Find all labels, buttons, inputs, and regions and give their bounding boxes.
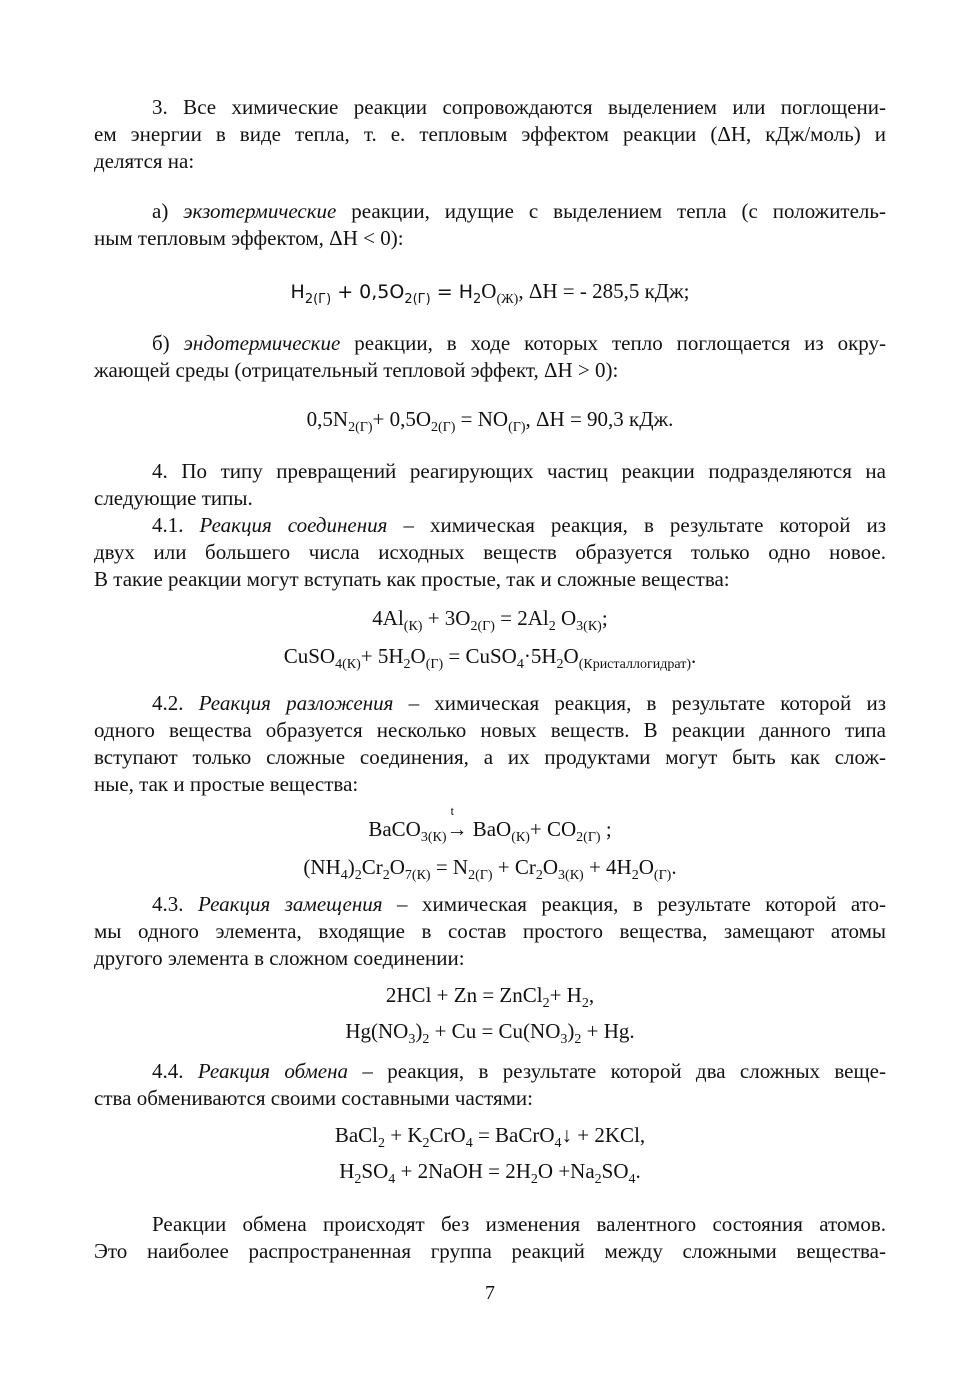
equation-exchange-2 bbox=[94, 1156, 886, 1186]
formula-text: . bbox=[635, 1159, 641, 1183]
subscript: 2 bbox=[574, 1032, 582, 1047]
subscript: 2 bbox=[556, 657, 564, 672]
subscript: 2(Г) bbox=[470, 619, 495, 634]
subscript: (Г) bbox=[653, 868, 672, 883]
text-run: – реакция, в результате которой два сложных веще- bbox=[348, 1059, 886, 1083]
subscript: 2(Г) bbox=[431, 420, 456, 435]
formula-text: , ΔН = 90,3 кДж. bbox=[525, 407, 674, 431]
subscript: 3(К) bbox=[420, 830, 447, 845]
subscript: 3 bbox=[408, 1032, 416, 1047]
text-run: 4.1. bbox=[152, 513, 200, 537]
subscript: (Г) bbox=[508, 420, 526, 435]
formula-text: , ΔН = - 285,5 кДж; bbox=[518, 279, 690, 303]
text-line: ем энергии в виде тепла, т. е. тепловым эффектом реакции (ΔН, кДж/моль) и bbox=[94, 122, 886, 146]
formula-text: O bbox=[481, 279, 497, 303]
formula-text: = NO bbox=[455, 407, 509, 431]
subscript: 2 bbox=[382, 868, 390, 883]
paragraph-4 bbox=[94, 458, 886, 512]
equation-decomposition-1 bbox=[94, 803, 886, 845]
formula-text: = bbox=[430, 281, 459, 303]
text-run: 4.3. bbox=[152, 892, 199, 916]
term-exothermic: экзотермические bbox=[183, 199, 337, 223]
equation-substitution-1 bbox=[94, 980, 886, 1010]
formula-text: + H bbox=[549, 983, 582, 1007]
paragraph-4-1 bbox=[94, 512, 886, 593]
formula-text: + Hg. bbox=[581, 1019, 635, 1043]
text-line: жающей среды (отрицательный тепловой эффект, ΔН > 0): bbox=[94, 358, 619, 382]
formula-text: . bbox=[671, 855, 677, 879]
subscript: (Кристаллогидрат) bbox=[578, 657, 691, 672]
formula-text: CuSO bbox=[283, 644, 336, 668]
paragraph-3 bbox=[94, 94, 886, 175]
formula-text: Hg(NO bbox=[345, 1019, 409, 1043]
formula-text: CrO bbox=[429, 1123, 466, 1147]
formula-text: + 3O bbox=[422, 606, 471, 630]
term-endothermic: эндотермические bbox=[183, 331, 341, 355]
subscript: 2 bbox=[581, 996, 589, 1011]
subscript: 2(Г) bbox=[576, 830, 601, 845]
subscript: 2 bbox=[542, 996, 550, 1011]
text-line: Реакции обмена происходят без изменения валентного состояния атомов. bbox=[152, 1212, 886, 1236]
formula-text: ) bbox=[415, 1019, 423, 1043]
subscript: 4(К) bbox=[335, 657, 361, 672]
formula-text: = N bbox=[430, 855, 469, 879]
subscript: 4 bbox=[516, 657, 524, 672]
equation-exothermic bbox=[94, 276, 886, 307]
text-line: ным тепловым эффектом, ΔН < 0): bbox=[94, 226, 404, 250]
text-line: В такие реакции могут вступать как простые, так и сложные вещества: bbox=[94, 567, 730, 591]
formula-text: + 2NaOH = 2H bbox=[395, 1159, 531, 1183]
formula-text: + 5H bbox=[360, 644, 404, 668]
formula-text: O bbox=[563, 644, 579, 668]
text-line: мы одного элемента, входящие в состав простого вещества, замещают атомы bbox=[94, 919, 886, 943]
formula-text: H bbox=[290, 281, 305, 303]
subscript: 2 bbox=[548, 619, 556, 634]
formula-text: ) bbox=[347, 855, 355, 879]
formula-text: + 0,5O bbox=[372, 407, 431, 431]
formula-text: O bbox=[638, 855, 654, 879]
text-line: другого элемента в сложном соединении: bbox=[94, 946, 465, 970]
reaction-arrow-icon bbox=[446, 803, 468, 844]
subscript: 4 bbox=[465, 1136, 473, 1151]
equation-substitution-2 bbox=[94, 1016, 886, 1046]
paragraph-4-3 bbox=[94, 891, 886, 972]
subscript: 4 bbox=[628, 1172, 636, 1187]
formula-text: + 4H bbox=[583, 855, 632, 879]
subscript: (Ж) bbox=[496, 292, 519, 307]
subscript: 3 bbox=[560, 1032, 568, 1047]
subscript: 2 bbox=[422, 1136, 430, 1151]
text-run: а) bbox=[152, 199, 184, 223]
subscript: 2(Г) bbox=[304, 292, 332, 307]
subscript: 2(Г) bbox=[404, 292, 431, 307]
text-run: 4.2. bbox=[152, 691, 199, 715]
subscript: 4 bbox=[340, 868, 348, 883]
paragraph-b-endothermic bbox=[94, 330, 886, 384]
subscript: 2 bbox=[530, 1172, 538, 1187]
paragraph-a-exothermic bbox=[94, 198, 886, 252]
formula-text: + 0,5O bbox=[331, 281, 405, 303]
text-run: реакции, в ходе которых тепло поглощается из окру- bbox=[340, 331, 887, 355]
text-line: следующие типы. bbox=[94, 486, 253, 510]
term-combination: Реакция соединения bbox=[199, 513, 388, 537]
paragraph-4-2 bbox=[94, 690, 886, 798]
formula-text: H bbox=[458, 281, 473, 303]
page-number: 7 bbox=[485, 1282, 495, 1304]
formula-text: 0,5N bbox=[306, 407, 349, 431]
equation-decomposition-2 bbox=[94, 852, 886, 882]
text-line: 4. По типу превращений реагирующих частиц реакции подразделяются на bbox=[152, 459, 886, 483]
text-line bbox=[94, 512, 886, 539]
formula-text: ; bbox=[601, 606, 608, 630]
subscript: 2 bbox=[594, 1172, 602, 1187]
formula-text: + Cu = Cu(NO bbox=[429, 1019, 561, 1043]
text-run: б) bbox=[152, 331, 184, 355]
text-line: одного вещества образуется несколько новых веществ. В реакции данного типа bbox=[94, 718, 886, 742]
term-decomposition: Реакция разложения bbox=[198, 691, 394, 715]
formula-text: = CuSO bbox=[443, 644, 517, 668]
formula-text: + CO bbox=[529, 817, 577, 841]
subscript: 2 bbox=[422, 1032, 430, 1047]
arrow-glyph: → bbox=[446, 817, 468, 841]
formula-text: Cr bbox=[361, 855, 383, 879]
formula-text: (NH bbox=[303, 855, 341, 879]
text-line bbox=[94, 198, 886, 225]
formula-text: + K bbox=[385, 1123, 423, 1147]
formula-text: 2HCl + Zn = ZnCl bbox=[385, 983, 543, 1007]
formula-text: BaCO bbox=[368, 817, 421, 841]
subscript: 2 bbox=[631, 868, 639, 883]
formula-text: BaCl bbox=[334, 1123, 379, 1147]
equation-exchange-1 bbox=[94, 1120, 886, 1150]
formula-text: ↓ + 2KCl, bbox=[561, 1123, 646, 1147]
formula-text: SO bbox=[601, 1159, 629, 1183]
formula-text: BaO bbox=[467, 817, 512, 841]
subscript: 2 bbox=[354, 1172, 362, 1187]
subscript: 2 bbox=[403, 657, 411, 672]
subscript: 2 bbox=[535, 868, 543, 883]
subscript: (К) bbox=[511, 830, 530, 845]
formula-part bbox=[290, 281, 482, 307]
subscript: 2 bbox=[378, 1136, 386, 1151]
text-line: 3. Все химические реакции сопровождаются выделением или поглощени- bbox=[152, 95, 886, 119]
subscript: 2 bbox=[354, 868, 362, 883]
text-line bbox=[94, 330, 886, 357]
paragraph-4-4 bbox=[94, 1058, 886, 1112]
subscript: 3(К) bbox=[558, 868, 584, 883]
formula-text: + Cr bbox=[492, 855, 536, 879]
text-run: – химическая реакция, в результате которой ато- bbox=[382, 892, 886, 916]
term-substitution: Реакция замещения bbox=[198, 892, 383, 916]
subscript: 4 bbox=[388, 1172, 396, 1187]
formula-text: 4Al bbox=[372, 606, 404, 630]
text-line: Это наиболее распространенная группа реакций между сложными вещества- bbox=[94, 1239, 886, 1263]
text-line: двух или большего числа исходных веществ образуется только одно новое. bbox=[94, 540, 886, 564]
formula-text: SO bbox=[361, 1159, 389, 1183]
subscript: (К) bbox=[403, 619, 423, 634]
text-run: 4.4. bbox=[152, 1059, 198, 1083]
subscript: 2 bbox=[472, 292, 482, 307]
temperature-label: t bbox=[450, 803, 455, 818]
term-exchange: Реакция обмена bbox=[197, 1059, 349, 1083]
subscript: 4 bbox=[554, 1136, 562, 1151]
formula-text: H bbox=[339, 1159, 355, 1183]
subscript: (Г) bbox=[425, 657, 444, 672]
formula-text: . bbox=[690, 644, 697, 668]
formula-text: O bbox=[542, 855, 559, 879]
formula-text: , bbox=[588, 983, 595, 1007]
text-line bbox=[94, 1058, 886, 1085]
subscript: 3(К) bbox=[576, 619, 602, 634]
text-run: – химическая реакция, в результате которой из bbox=[387, 513, 887, 537]
subscript: 7(К) bbox=[404, 868, 431, 883]
formula-text: O bbox=[410, 644, 426, 668]
text-line: ства обмениваются своими составными частями: bbox=[94, 1086, 534, 1110]
text-run: реакции, идущие с выделением тепла (с положитель- bbox=[336, 199, 886, 223]
formula-text: = BaCrO bbox=[472, 1123, 555, 1147]
formula-text: = 2Al bbox=[494, 606, 549, 630]
equation-endothermic bbox=[94, 404, 886, 434]
text-run: – химическая реакция, в результате которой из bbox=[393, 691, 887, 715]
text-line: ные, так и простые вещества: bbox=[94, 772, 359, 796]
formula-text: ) bbox=[567, 1019, 575, 1043]
formula-text: ; bbox=[600, 817, 612, 841]
paragraph-5 bbox=[94, 1211, 886, 1265]
text-line: вступают только сложные соединения, а их продуктами могут быть как слож- bbox=[94, 745, 886, 769]
subscript: 2(Г) bbox=[348, 420, 373, 435]
subscript: 2(Г) bbox=[468, 868, 493, 883]
equation-combination-1 bbox=[94, 603, 886, 633]
formula-text: ·5H bbox=[523, 644, 557, 668]
formula-text: O +Na bbox=[537, 1159, 595, 1183]
text-line: делятся на: bbox=[94, 149, 195, 173]
equation-combination-2 bbox=[94, 641, 886, 671]
formula-text: O bbox=[555, 606, 577, 630]
text-line bbox=[94, 690, 886, 717]
formula-text: O bbox=[389, 855, 405, 879]
text-line bbox=[94, 891, 886, 918]
